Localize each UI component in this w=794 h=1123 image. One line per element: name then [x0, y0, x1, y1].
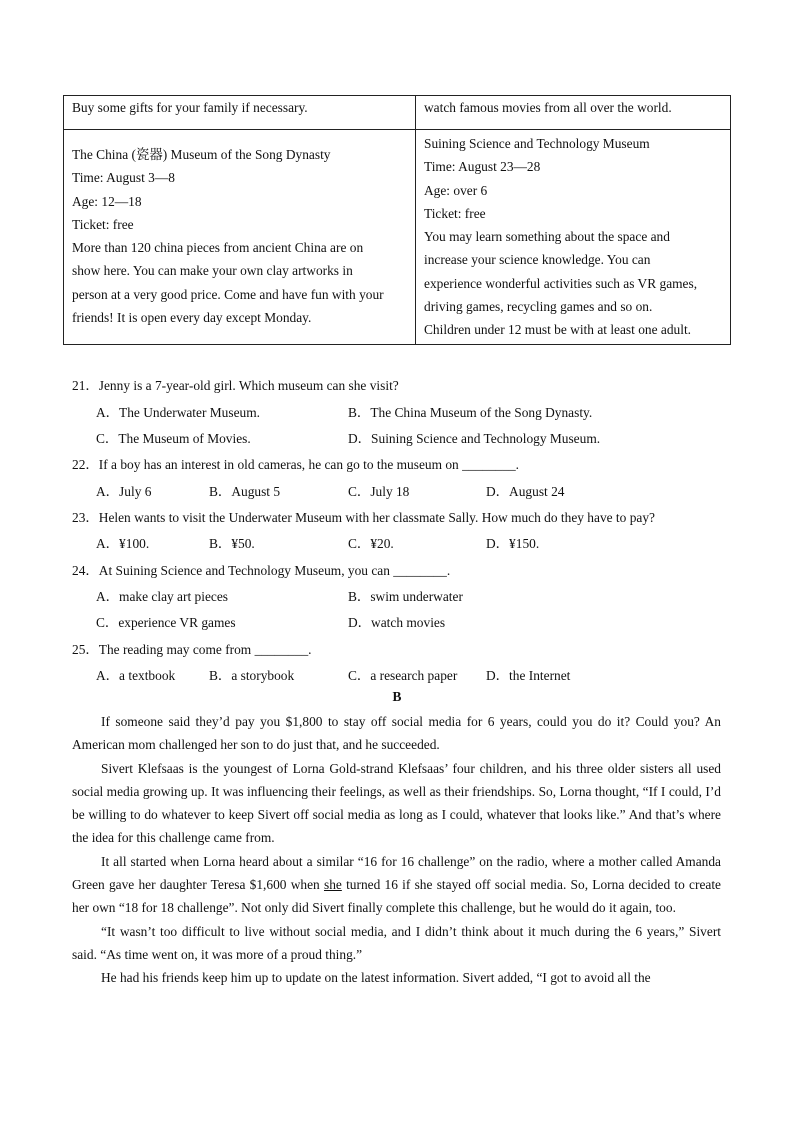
museum-desc-line: experience wonderful activities such as VR games,	[424, 275, 698, 291]
option-d: D．watch movies	[348, 615, 446, 630]
paragraph: He had his friends keep him up to update on the latest information. Sivert added, “I got to avoid all the	[101, 970, 651, 986]
museum-time: Time: August 3—8	[72, 170, 175, 186]
section-title: B	[392, 689, 402, 704]
museum-ticket: Ticket: free	[424, 205, 486, 221]
option-a: A．make clay art pieces	[96, 589, 228, 604]
paragraph: “It wasn’t too difficult to live without social media, and I didn’t think about it much during the 6 years,” Sivert said. “As time went on, it was more of a proud thing.”	[72, 923, 721, 962]
museum-table	[63, 95, 731, 345]
option-d: D．Suining Science and Technology Museum.	[348, 431, 601, 446]
underlined-word: she	[323, 877, 342, 893]
museum-age: Age: 12—18	[72, 193, 142, 209]
question-24: 24．At Suining Science and Technology Museum, you can ________.	[72, 563, 451, 578]
question-25: 25．The reading may come from ________.	[72, 642, 312, 657]
option-c: C．July 18	[348, 484, 410, 499]
question-21: 21．Jenny is a 7-year-old girl. Which museum can she visit?	[72, 378, 399, 393]
museum-desc-line: friends! It is open every day except Monday.	[72, 310, 312, 326]
museum-desc-line: driving games, recycling games and so on.	[424, 299, 653, 315]
option-b: B．¥50.	[209, 536, 255, 551]
paragraph: Sivert Klefsaas is the youngest of Lorna Gold-strand Klefsaas’ four children, and his three older sisters all used social media growing up. It was influencing their feelings, as well as their friendships. So, Lorna thought, “If I could, I’d be willing to do whatever to keep Sivert off social media as long as I could, whatever that looks like.” And that’s where the idea for this challenge came from.	[72, 760, 721, 846]
museum-time: Time: August 23—28	[424, 159, 541, 175]
museum-name: Suining Science and Technology Museum	[424, 136, 650, 151]
option-c: C．¥20.	[348, 536, 394, 551]
museum-desc-line: person at a very good price. Come and have fun with your	[72, 286, 384, 302]
option-a: A．¥100.	[96, 536, 150, 551]
museum-desc-line: show here. You can make your own clay artworks in	[72, 263, 353, 279]
paragraph-text: It all started when Lorna heard about a similar “16 for 16 challenge” on the radio, where a mother called Amanda Green gave her daughter Teresa $1,600 when	[72, 853, 721, 893]
option-b: B．August 5	[209, 484, 281, 499]
museum-desc-line: More than 120 china pieces from ancient China are on	[72, 240, 364, 256]
option-c: C．experience VR games	[96, 615, 236, 630]
option-a: A．The Underwater Museum.	[96, 405, 260, 420]
question-22: 22．If a boy has an interest in old cameras, he can go to the museum on ________.	[72, 457, 519, 472]
table-row	[64, 96, 731, 130]
museum-ticket: Ticket: free	[72, 216, 134, 232]
option-c: C．The Museum of Movies.	[96, 431, 251, 446]
passage-b	[72, 710, 721, 990]
science-museum-cell	[416, 130, 731, 345]
table-cell: Buy some gifts for your family if necessary.	[64, 96, 416, 130]
museum-desc-line: Children under 12 must be with at least one adult.	[424, 322, 692, 338]
option-d: D．the Internet	[486, 668, 571, 683]
table-row	[64, 130, 731, 345]
china-museum-cell	[64, 130, 416, 345]
option-c: C．a research paper	[348, 668, 458, 683]
paragraph	[72, 850, 721, 920]
question-23: 23．Helen wants to visit the Underwater Museum with her classmate Sally. How much do they have to pay?	[72, 510, 655, 525]
paragraph-text: turned 16 if she stayed off social media. So, Lorna decided to create her own “18 for 18 challenge”. Not only did Sivert finally complete this challenge, but he would do it again, too.	[72, 877, 722, 916]
table-cell: watch famous movies from all over the world.	[416, 96, 731, 130]
option-d: D．¥150.	[486, 536, 540, 551]
option-a: A．July 6	[96, 484, 152, 499]
option-b: B．The China Museum of the Song Dynasty.	[348, 405, 593, 420]
museum-desc-line: You may learn something about the space and	[424, 229, 670, 245]
option-a: A．a textbook	[96, 668, 176, 683]
option-b: B．a storybook	[209, 668, 295, 683]
museum-desc-line: increase your science knowledge. You can	[424, 252, 651, 268]
option-b: B．swim underwater	[348, 589, 463, 604]
museum-age: Age: over 6	[424, 182, 488, 198]
paragraph: If someone said they’d pay you $1,800 to stay off social media for 6 years, could you do it? Could you? An American mom challenged her son to do just that, and he succeeded.	[72, 714, 721, 753]
museum-name: The China (瓷器) Museum of the Song Dynasty	[72, 147, 331, 162]
option-d: D．August 24	[486, 484, 565, 499]
